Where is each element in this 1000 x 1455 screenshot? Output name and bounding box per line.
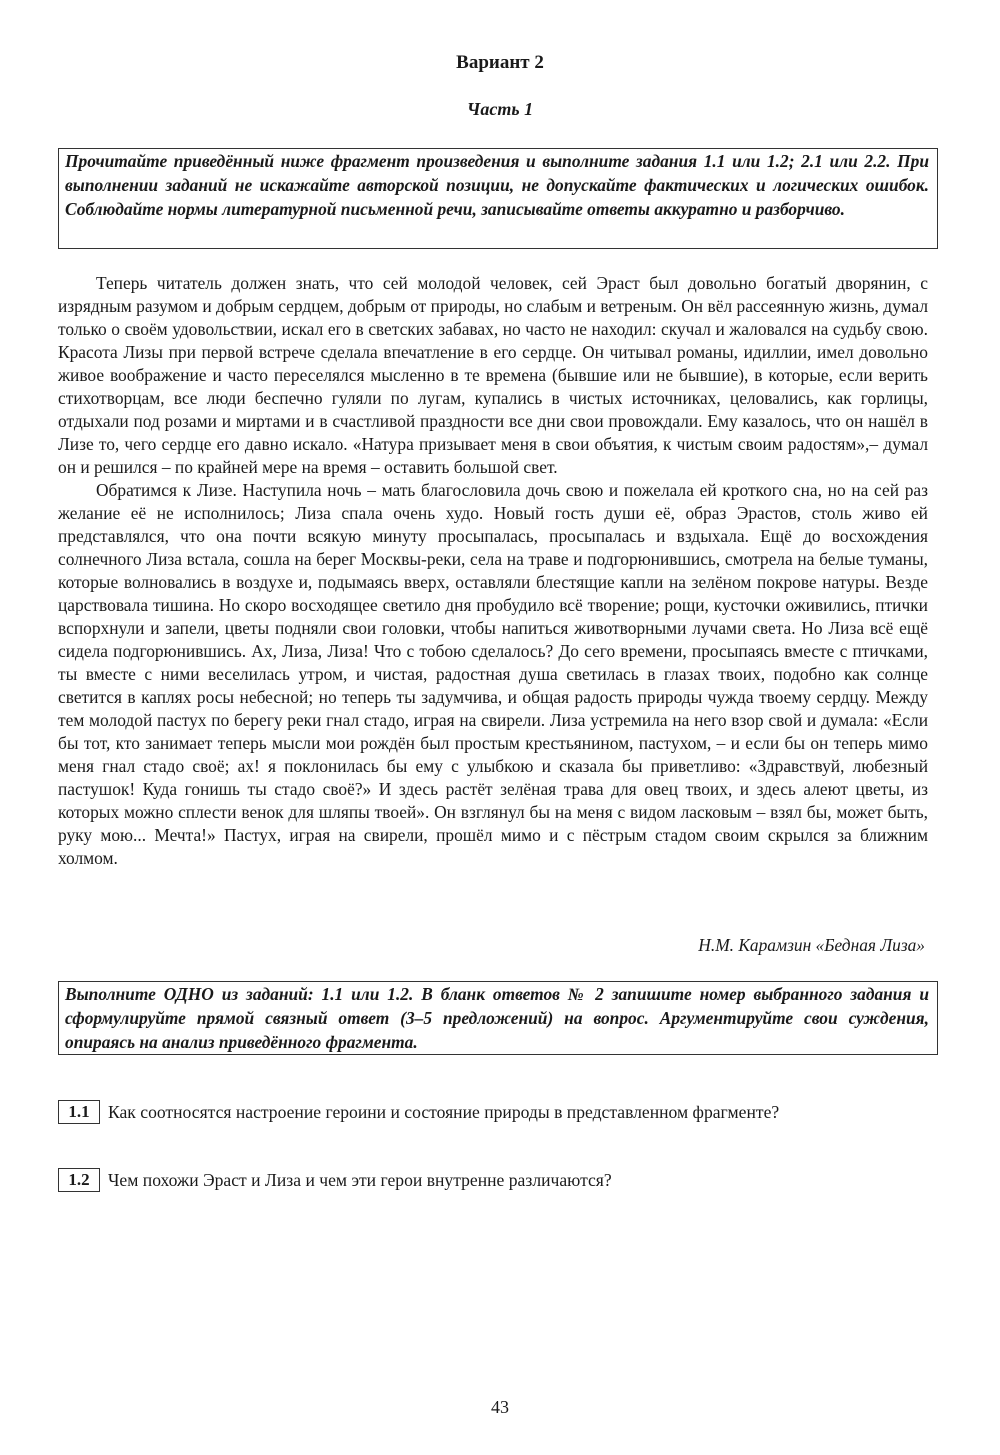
excerpt-text bbox=[58, 272, 928, 870]
task-instruction-text: Выполните ОДНО из заданий: 1.1 или 1.2. В бланк ответов № 2 запишите номер выбранного задания и сформулируйте прямой связный ответ (3–5 предложений) на вопрос. Аргументируйте свои суждения, опираясь на анализ приведённого фрагмента. bbox=[65, 984, 929, 1052]
instruction-text: Прочитайте приведённый ниже фрагмент произведения и выполните задания 1.1 или 1.2; 2.1 или 2.2. При выполнении заданий не искажайте авторской позиции, не допускайте фактических и логических ошибок. Соблюдайте нормы литературной письменной речи, записывайте ответы аккуратно и разборчиво. bbox=[65, 151, 929, 219]
excerpt-paragraph-1: Теперь читатель должен знать, что сей молодой человек, сей Эраст был довольно богатый дворянин, с изрядным разумом и добрым сердцем, добрым от природы, но слабым и ветреным. Он вёл рассеянную жизнь, думал только о своём удовольствии, искал его в светских забавах, но часто не находил: скучал и жаловался на судьбу свою. Красота Лизы при первой встрече сделала впечатление в его сердце. Он читывал романы, идиллии, имел довольно живое воображение и часто переселялся мысленно в те времена (бывшие или не бывшие), в которые, если верить стихотворцам, все люди беспечно гуляли по лугам, купались в чистых источниках, целовались, как горлицы, отдыхали под розами и миртами и в счастливой праздности все дни свои провождали. Ему казалось, что он нашёл в Лизе то, чего сердце его давно искало. «Натура призывает меня в свои объятия, к чистым своим радостям»,– думал он и решился – по крайней мере на время – оставить большой свет. bbox=[58, 273, 928, 477]
excerpt-attribution: Н.М. Карамзин «Бедная Лиза» bbox=[698, 935, 925, 955]
task-instruction-box bbox=[58, 981, 938, 1055]
task-question: Чем похожи Эраст и Лиза и чем эти герои внутренне различаются? bbox=[108, 1169, 612, 1190]
task-number-badge: 1.1 bbox=[58, 1100, 100, 1124]
page-number: 43 bbox=[491, 1397, 509, 1417]
excerpt-paragraph-2: Обратимся к Лизе. Наступила ночь – мать благословила дочь свою и пожелала ей кроткого сна, но на сей раз желание её не исполнилось; Лиза спала очень худо. Новый гость души её, образ Эрастов, столь живо ей представлялся, что она почти всякую минуту просыпалась, просыпалась и вздыхала. Ещё до восхождения солнечного Лиза встала, сошла на берег Москвы-реки, села на траве и подгорюнившись, смотрела на белые туманы, которые волновались в воздухе и, подымаясь вверх, оставляли блестящие капли на зелёном покрове натуры. Везде царствовала тишина. Но скоро восходящее светило дня пробудило всё творение; рощи, кусточки оживились, птички вспорхнули и запели, цветы подняли свои головки, чтобы напиться животворными лучами света. Но Лиза всё ещё сидела подгорюнившись. Ах, Лиза, Лиза! Что с тобою сделалось? До сего времени, просыпаясь вместе с птичками, ты вместе с ними веселилась утром, и чистая, радостная душа светилась в глазах твоих, подобно как солнце светится в каплях росы небесной; но теперь ты задумчива, и общая радость природы чужда твоему сердцу. Между тем молодой пастух по берегу реки гнал стадо, играя на свирели. Лиза устремила на него взор свой и думала: «Если бы тот, кто занимает теперь мысли мои рождён был простым крестьянином, пастухом, – и если бы он теперь мимо меня гнал стадо своё; ах! я поклонилась бы ему с улыбкою и сказала бы приветливо: «Здравствуй, любезный пастушок! Куда гонишь ты стадо своё?» И здесь растёт зелёная трава для овец твоих, и здесь алеют цветы, из которых можно сплести венок для шляпы твоей». Он взглянул бы на меня с видом ласковым – взял бы, может быть, руку мою... Мечта!» Пастух, играя на свирели, прошёл мимо и с пёстрым стадом своим скрылся за ближним холмом. bbox=[58, 480, 928, 868]
task-number-badge: 1.2 bbox=[58, 1168, 100, 1192]
part-title: Часть 1 bbox=[466, 99, 534, 119]
instruction-box bbox=[58, 148, 938, 249]
task-1-1 bbox=[58, 1100, 779, 1124]
task-question: Как соотносятся настроение героини и состояние природы в представленном фрагменте? bbox=[108, 1101, 780, 1122]
variant-title: Вариант 2 bbox=[456, 52, 544, 73]
task-1-2 bbox=[58, 1168, 612, 1192]
